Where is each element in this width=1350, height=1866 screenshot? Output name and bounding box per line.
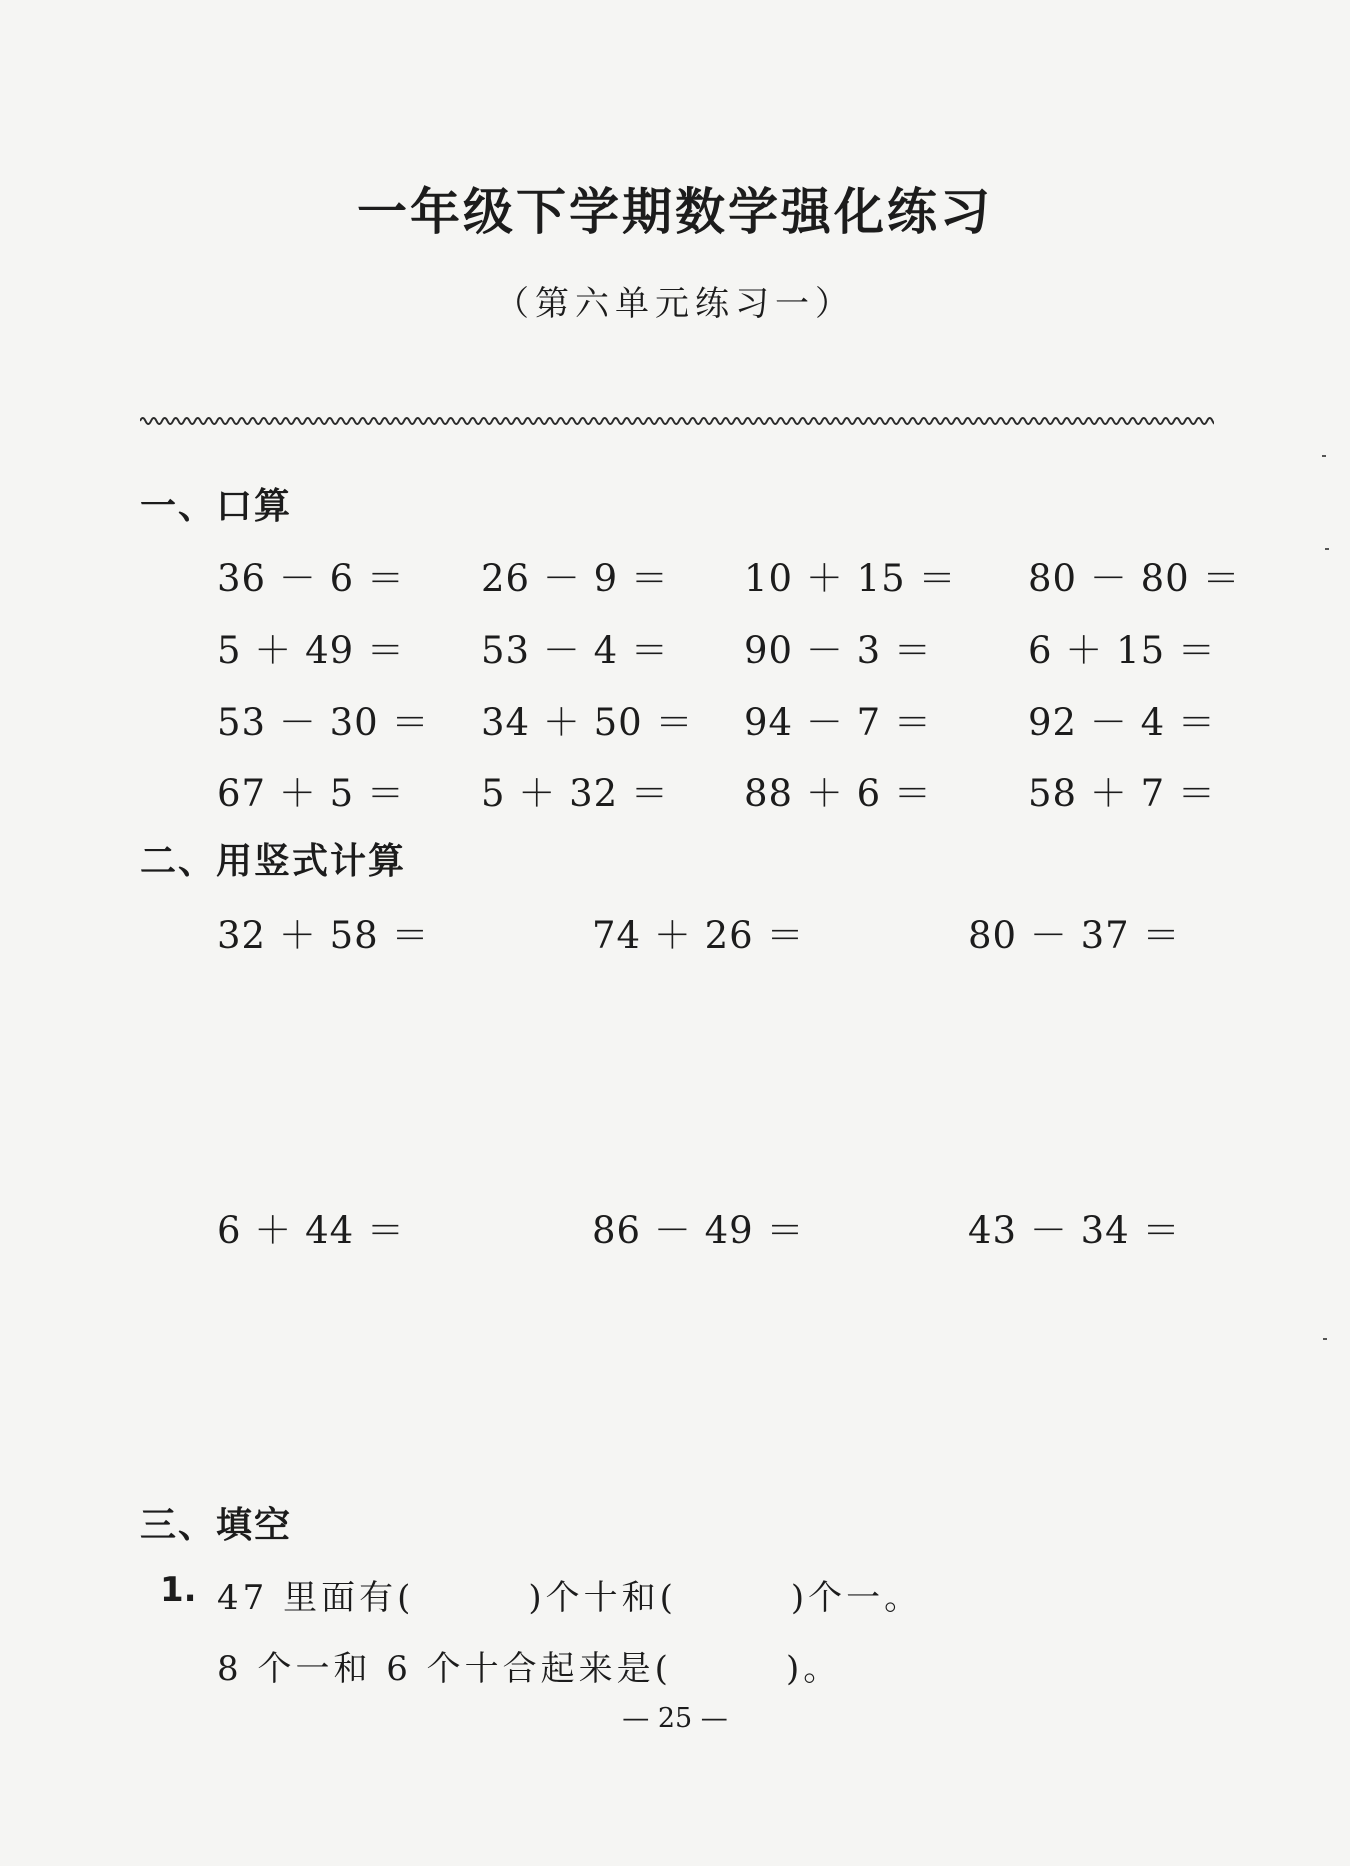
mental-problem: 36 － 6 ＝ <box>217 557 405 600</box>
vertical-problem: 6 ＋ 44 ＝ <box>217 1209 405 1252</box>
page-subtitle: （第六单元练习一） <box>495 284 855 324</box>
scan-speck <box>1322 455 1326 457</box>
vertical-problem: 80 － 37 ＝ <box>968 914 1181 957</box>
mental-problem: 67 ＋ 5 ＝ <box>217 772 405 815</box>
mental-problem: 80 － 80 ＝ <box>1028 557 1241 600</box>
mental-problem: 6 ＋ 15 ＝ <box>1028 629 1216 672</box>
vertical-problem: 32 ＋ 58 ＝ <box>217 914 430 957</box>
fill-blank-line: 8 个一和 6 个十合起来是( )。 <box>217 1649 842 1689</box>
fill-blank-line: 47 里面有( )个十和( )个一。 <box>217 1578 923 1618</box>
vertical-problem: 43 － 34 ＝ <box>968 1209 1181 1252</box>
mental-problem: 90 － 3 ＝ <box>744 629 932 672</box>
mental-problem: 5 ＋ 32 ＝ <box>481 772 669 815</box>
section-heading-vertical: 二、用竖式计算 <box>140 841 407 882</box>
wavy-divider <box>140 414 1214 428</box>
section-heading-fill: 三、填空 <box>140 1505 293 1546</box>
mental-problem: 10 ＋ 15 ＝ <box>744 557 957 600</box>
scan-speck <box>1325 548 1329 550</box>
vertical-problem: 86 － 49 ＝ <box>592 1209 805 1252</box>
mental-problem: 34 ＋ 50 ＝ <box>481 701 694 744</box>
mental-problem: 5 ＋ 49 ＝ <box>217 629 405 672</box>
page-number: — 25 — <box>622 1703 728 1734</box>
page-title: 一年级下学期数学强化练习 <box>357 183 993 241</box>
question-number: 1. <box>160 1570 197 1610</box>
mental-problem: 53 － 30 ＝ <box>217 701 430 744</box>
mental-problem: 94 － 7 ＝ <box>744 701 932 744</box>
mental-problem: 26 － 9 ＝ <box>481 557 669 600</box>
mental-problem: 58 ＋ 7 ＝ <box>1028 772 1216 815</box>
mental-problem: 88 ＋ 6 ＝ <box>744 772 932 815</box>
mental-problem: 92 － 4 ＝ <box>1028 701 1216 744</box>
vertical-problem: 74 ＋ 26 ＝ <box>592 914 805 957</box>
scan-speck <box>1323 1338 1327 1340</box>
mental-problem: 53 － 4 ＝ <box>481 629 669 672</box>
section-heading-mental: 一、口算 <box>140 486 293 527</box>
